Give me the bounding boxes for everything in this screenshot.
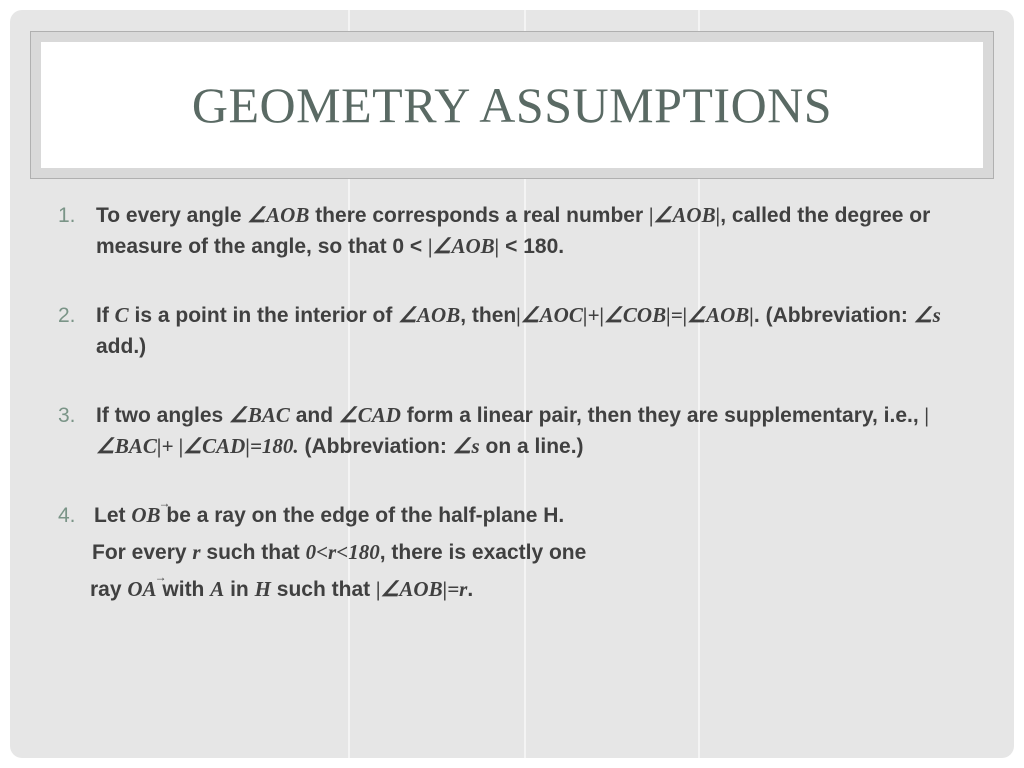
item-line (90, 574, 988, 605)
text-run: such that (270, 578, 376, 601)
text-run: . (467, 578, 474, 601)
text-run: on a line.) (479, 435, 584, 458)
assumption-item (58, 300, 988, 362)
math-expression: ∠CAD (338, 403, 401, 427)
text-run: such that (200, 541, 306, 564)
item-text (96, 204, 930, 258)
text-run: < 180. (499, 235, 565, 258)
text-run: , there is exactly one (379, 541, 587, 564)
item-number: 2. (58, 304, 76, 327)
text-run: For every (92, 541, 193, 564)
math-expression: OB → (131, 500, 160, 531)
assumption-item (58, 200, 988, 262)
text-run: and (289, 404, 339, 427)
text-run: ray (90, 578, 128, 601)
text-run: , called the degree or measure of the angle, so that 0 < (96, 204, 931, 258)
math-expression: |∠AOB| (428, 234, 500, 258)
text-run: . (Abbreviation: (753, 304, 914, 327)
assumption-item (58, 400, 988, 462)
text-run: with (156, 578, 211, 601)
item-number: 3. (58, 404, 76, 427)
text-run: be a ray on the edge of the half-plane H. (160, 504, 565, 527)
math-expression: ∠s (452, 434, 480, 458)
math-expression: 0<r<180 (305, 540, 380, 564)
math-expression: C (114, 303, 129, 327)
item-line (92, 537, 988, 568)
text-run: form a linear pair, then they are supplementary, i.e., (400, 404, 925, 427)
assumption-item (58, 500, 988, 605)
slide (10, 10, 1014, 758)
text-run: Let (94, 504, 132, 527)
text-run: there corresponds a real number (309, 204, 649, 227)
math-expression: OA → (127, 574, 156, 605)
math-expression: ∠AOB (398, 303, 461, 327)
item-line (94, 500, 988, 531)
text-run: If two angles (96, 404, 230, 427)
math-expression: ∠BAC (229, 403, 290, 427)
math-expression: ∠AOB (247, 203, 310, 227)
math-expression: H (254, 577, 271, 601)
math-expression: |∠AOC|+|∠COB|=|∠AOB| (516, 303, 754, 327)
text-run: , then (460, 304, 517, 327)
math-expression: r (192, 540, 201, 564)
math-expression: ∠s (913, 303, 941, 327)
assumption-list (58, 200, 988, 605)
title-frame (30, 31, 994, 179)
math-expression: |∠AOB|=r (375, 577, 468, 601)
math-expression: A (210, 577, 225, 601)
text-run: (Abbreviation: (298, 435, 453, 458)
math-expression: |∠BAC|+ |∠CAD|=180. (96, 403, 930, 458)
title-box (41, 42, 983, 168)
item-text (96, 404, 929, 458)
item-text (96, 304, 941, 358)
slide-title: GEOMETRY ASSUMPTIONS (191, 77, 833, 133)
text-run: is a point in the interior of (128, 304, 399, 327)
text-run: in (224, 578, 255, 601)
item-number: 4. (58, 504, 76, 527)
text-run: To every angle (96, 204, 248, 227)
text-run: If (96, 304, 115, 327)
item-number: 1. (58, 204, 76, 227)
math-expression: |∠AOB| (648, 203, 721, 227)
text-run: add.) (96, 335, 147, 358)
